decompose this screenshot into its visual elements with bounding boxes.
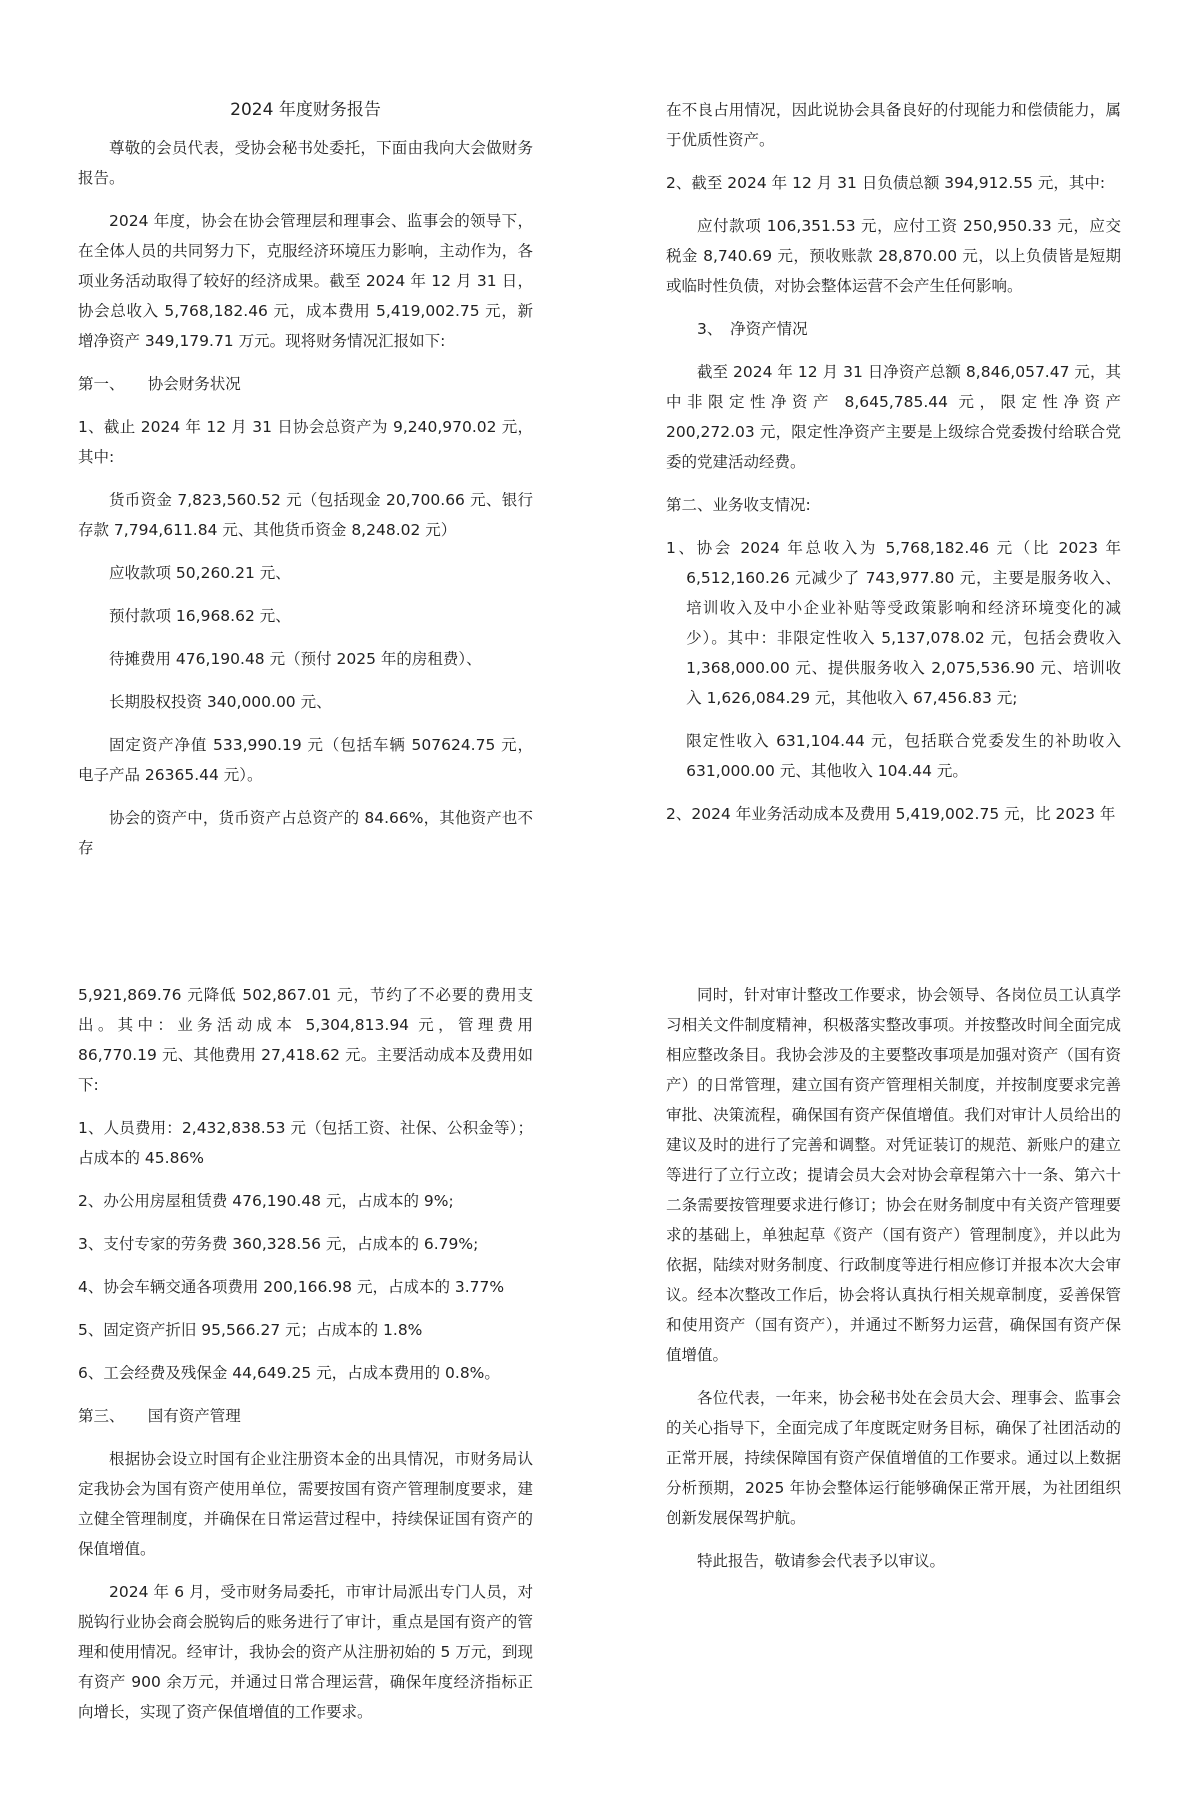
paragraph: 固定资产净值 533,990.19 元（包括车辆 507624.75 元，电子产品 26365.44 元）。: [78, 736, 533, 784]
section-heading: 第二、业务收支情况:: [666, 496, 811, 514]
page-top-left: [78, 95, 533, 876]
paragraph: 应付款项 106,351.53 元，应付工资 250,950.33 元，应交税金 8,740.69 元，预收账款 28,870.00 元，以上负债皆是短期或临时性负债，对协会整体运营不会产生任何影响。: [666, 217, 1121, 295]
paragraph: 2024 年 6 月，受市财务局委托，市审计局派出专门人员，对脱钩行业协会商会脱钩后的账务进行了审计，重点是国有资产的管理和使用情况。经审计，我协会的资产从注册初始的 5 万元，到现有资产 900 余万元，并通过日常合理运营，确保年度经济指标正向增长，实现了资产保值增值的工作要求。: [78, 1583, 533, 1721]
paragraph: 货币资金 7,823,560.52 元（包括现金 20,700.66 元、银行存款 7,794,611.84 元、其他货币资金 8,248.02 元）: [78, 491, 533, 539]
paragraph: 2、2024 年业务活动成本及费用 5,419,002.75 元，比 2023 年: [666, 805, 1116, 823]
paragraph: 限定性收入 631,104.44 元，包括联合党委发生的补助收入 631,000.00 元、其他收入 104.44 元。: [686, 732, 1121, 780]
section-heading: 第三、 国有资产管理: [78, 1407, 241, 1425]
paragraph: 根据协会设立时国有企业注册资本金的出具情况，市财务局认定我协会为国有资产使用单位，需要按国有资产管理制度要求，建立健全管理制度，并确保在日常运营过程中，持续保证国有资产的保值增值。: [78, 1450, 533, 1558]
paragraph: 1、截止 2024 年 12 月 31 日协会总资产为 9,240,970.02 元，其中:: [78, 418, 533, 466]
paragraph: 2024 年度，协会在协会管理层和理事会、监事会的领导下，在全体人员的共同努力下，克服经济环境压力影响，主动作为，各项业务活动取得了较好的经济成果。截至 2024 年 12 月 31 日，协会总收入 5,768,182.46 元，成本费用 5,419,002.75 元，新增净资产 349,179.71 万元。现将财务情况汇报如下:: [78, 212, 533, 350]
page-bottom-left: [78, 980, 533, 1740]
page-top-right: [666, 95, 1121, 842]
paragraph: 预付款项 16,968.62 元、: [109, 607, 291, 625]
paragraph: 2、截至 2024 年 12 月 31 日负债总额 394,912.55 元，其中:: [666, 174, 1106, 192]
section-heading: 3、 净资产情况: [697, 320, 808, 338]
list-item: 4、协会车辆交通各项费用 200,166.98 元，占成本的 3.77%: [78, 1278, 505, 1296]
list-item: 2、办公用房屋租赁费 476,190.48 元，占成本的 9%;: [78, 1192, 454, 1210]
list-item: 5、固定资产折旧 95,566.27 元；占成本的 1.8%: [78, 1321, 423, 1339]
paragraph: 尊敬的会员代表，受协会秘书处委托，下面由我向大会做财务报告。: [78, 139, 533, 187]
paragraph: 截至 2024 年 12 月 31 日净资产总额 8,846,057.47 元，其中非限定性净资产 8,645,785.44 元，限定性净资产 200,272.03 元，限定性净资产主要是上级综合党委拨付给联合党委的党建活动经费。: [666, 363, 1121, 471]
section-heading: 第一、 协会财务状况: [78, 375, 241, 393]
paragraph: 在不良占用情况，因此说协会具备良好的付现能力和偿债能力，属于优质性资产。: [666, 101, 1121, 149]
paragraph: 各位代表，一年来，协会秘书处在会员大会、理事会、监事会的关心指导下，全面完成了年度既定财务目标，确保了社团活动的正常开展，持续保障国有资产保值增值的工作要求。通过以上数据分析预期，2025 年协会整体运行能够确保正常开展，为社团组织创新发展保驾护航。: [666, 1389, 1121, 1527]
page-bottom-right: [666, 980, 1121, 1589]
list-item: 3、支付专家的劳务费 360,328.56 元，占成本的 6.79%;: [78, 1235, 479, 1253]
paragraph: 5,921,869.76 元降低 502,867.01 元，节约了不必要的费用支出。其中：业务活动成本 5,304,813.94 元，管理费用 86,770.19 元、其他费用 27,418.62 元。主要活动成本及费用如下:: [78, 986, 533, 1094]
paragraph: 协会的资产中，货币资产占总资产的 84.66%，其他资产也不存: [78, 809, 533, 857]
paragraph: 1、协会 2024 年总收入为 5,768,182.46 元（比 2023 年 6,512,160.26 元减少了 743,977.80 元，主要是服务收入、培训收入及中小企业补贴等受政策影响和经济环境变化的减少）。其中：非限定性收入 5,137,078.02 元，包括会费收入 1,368,000.00 元、提供服务收入 2,075,536.90 元、培训收入 1,626,084.29 元，其他收入 67,456.83 元;: [666, 539, 1121, 707]
paragraph: 待摊费用 476,190.48 元（预付 2025 年的房租费）、: [109, 650, 482, 668]
paragraph: 同时，针对审计整改工作要求，协会领导、各岗位员工认真学习相关文件制度精神，积极落实整改事项。并按整改时间全面完成相应整改条目。我协会涉及的主要整改事项是加强对资产（国有资产）的日常管理，建立国有资产管理相关制度，并按制度要求完善审批、决策流程，确保国有资产保值增值。我们对审计人员给出的建议及时的进行了完善和调整。对凭证装订的规范、新账户的建立等进行了立行立改；提请会员大会对协会章程第六十一条、第六十二条需要按管理要求进行修订；协会在财务制度中有关资产管理要求的基础上，单独起草《资产（国有资产）管理制度》，并以此为依据，陆续对财务制度、行政制度等进行相应修订并报本次大会审议。经本次整改工作后，协会将认真执行相关规章制度，妥善保管和使用资产（国有资产），并通过不断努力运营，确保国有资产保值增值。: [666, 986, 1121, 1364]
paragraph: 应收款项 50,260.21 元、: [109, 564, 291, 582]
closing-statement: 特此报告，敬请参会代表予以审议。: [697, 1552, 946, 1570]
list-item: 1、人员费用：2,432,838.53 元（包括工资、社保、公积金等）；占成本的 45.86%: [78, 1119, 533, 1167]
list-item: 6、工会经费及残保金 44,649.25 元，占成本费用的 0.8%。: [78, 1364, 500, 1382]
document-title: 2024 年度财务报告: [230, 100, 381, 120]
paragraph: 长期股权投资 340,000.00 元、: [109, 693, 332, 711]
